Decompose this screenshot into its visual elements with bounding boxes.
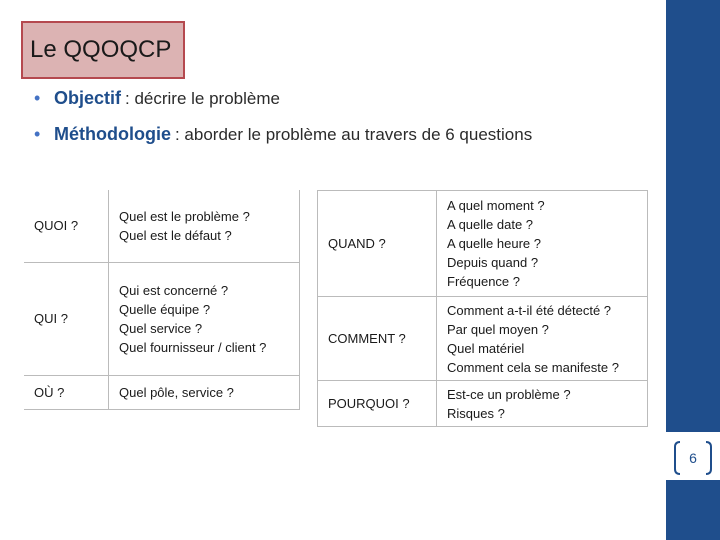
answer-cell (109, 262, 300, 375)
answer-line: Quel pôle, service ? (119, 384, 234, 400)
answer-line: Quel est le défaut ? (119, 227, 232, 243)
answer-line: Depuis quand ? (447, 255, 539, 270)
answer-line: Quel fournisseur / client ? (119, 339, 267, 355)
bullet-keyword: Objectif (54, 88, 122, 108)
bullet-text: : aborder le problème au travers de 6 questions (174, 125, 533, 144)
bullet-methodologie (34, 124, 532, 160)
answer-line: Risques ? (447, 405, 505, 421)
page-number-text: 6 (689, 450, 697, 466)
answer-line: Quel matériel (447, 340, 525, 356)
slide-title-box (21, 21, 185, 79)
answer-line: Quel est le problème ? (119, 208, 250, 224)
answer-cell (437, 297, 648, 381)
answer-line: Qui est concerné ? (119, 282, 229, 298)
answer-line: Quelle équipe ? (119, 301, 211, 317)
bullet-dot-icon: • (34, 124, 41, 144)
answer-line: Est-ce un problème ? (447, 386, 571, 402)
answer-line: A quelle date ? (447, 217, 534, 232)
table-row (318, 381, 648, 427)
bullet-list (34, 88, 532, 160)
table-row (24, 262, 300, 375)
slide-title: Le QQOQCP (30, 36, 172, 63)
answer-cell (109, 190, 300, 262)
left-question-table (24, 190, 300, 410)
answer-line: Par quel moyen ? (447, 321, 549, 337)
question-cell: QUI ? (24, 262, 109, 375)
table-row (24, 375, 300, 409)
question-cell: COMMENT ? (318, 297, 437, 381)
answer-line: Comment cela se manifeste ? (447, 359, 619, 375)
answer-cell (437, 381, 648, 427)
bullet-dot-icon: • (34, 88, 41, 108)
question-cell: QUOI ? (24, 190, 109, 262)
answer-line: Fréquence ? (447, 274, 520, 289)
question-cell: OÙ ? (24, 375, 109, 409)
bullet-text: : décrire le problème (125, 89, 280, 108)
question-cell: QUAND ? (318, 191, 437, 297)
table-row (318, 191, 648, 297)
bullet-objectif (34, 88, 532, 124)
answer-line: Comment a-t-il été détecté ? (447, 302, 612, 318)
answer-line: A quel moment ? (447, 198, 545, 213)
right-question-table (317, 190, 648, 427)
table-row (24, 190, 300, 262)
bullet-keyword: Méthodologie (54, 124, 171, 144)
answer-line: Quel service ? (119, 320, 203, 336)
answer-cell (109, 375, 300, 409)
answer-line: A quelle heure ? (447, 236, 541, 251)
table-row (318, 297, 648, 381)
page-number (672, 440, 714, 476)
answer-cell (437, 191, 648, 297)
question-cell: POURQUOI ? (318, 381, 437, 427)
